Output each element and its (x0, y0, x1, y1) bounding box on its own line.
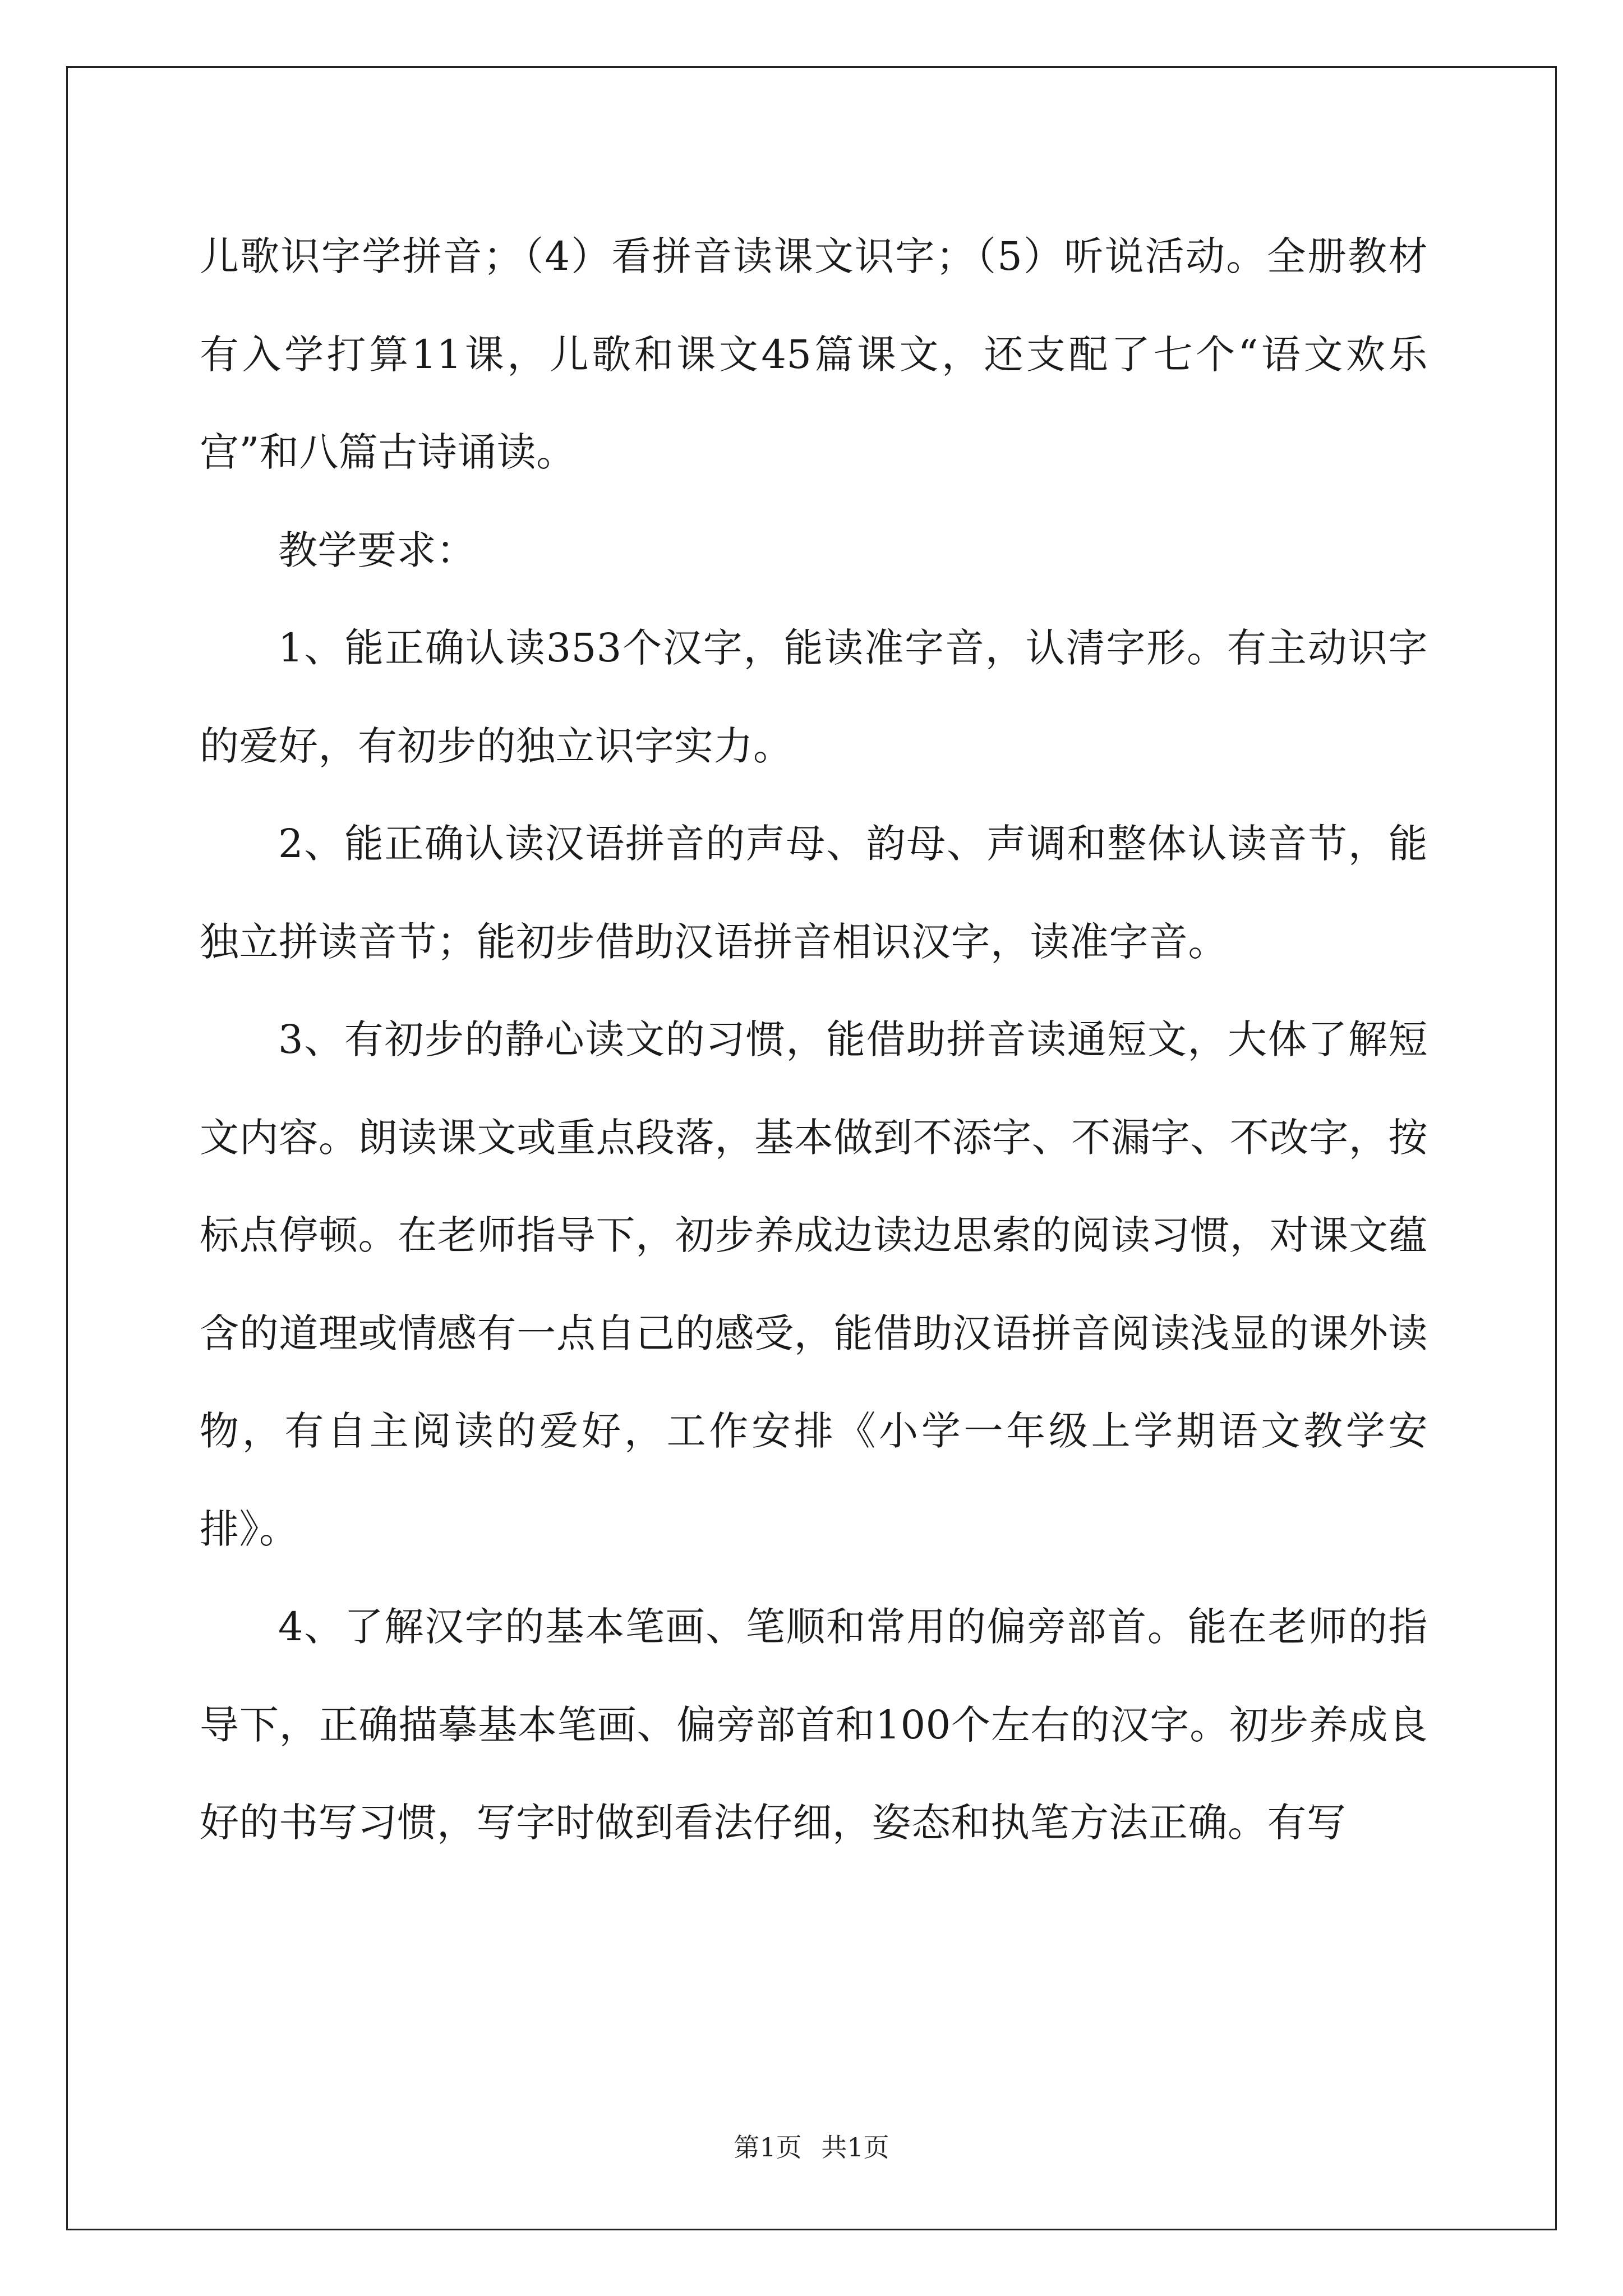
document-body (200, 208, 1428, 1872)
page-footer (0, 2127, 1623, 2164)
paragraph-requirement-3: 3、有初步的静心读文的习惯，能借助拼音读通短文，大体了解短文内容。朗读课文或重点段落，基本做到不添字、不漏字、不改字，按标点停顿。在老师指导下，初步养成边读边思索的阅读习惯，对课文蕴含的道理或情感有一点自己的感受，能借助汉语拼音阅读浅显的课外读物，有自主阅读的爱好，工作安排《小学一年级上学期语文教学安排》。 (200, 1016, 1428, 1552)
page-number-current: 第1页 (734, 2132, 802, 2162)
page-number-total: 共1页 (821, 2132, 889, 2162)
paragraph-teaching-requirements-heading: 教学要求： (278, 527, 476, 573)
paragraph-requirement-2: 2、能正确认读汉语拼音的声母、韵母、声调和整体认读音节，能独立拼读音节；能初步借助汉语拼音相识汉字，读准字音。 (200, 821, 1428, 965)
paragraph-requirement-1: 1、能正确认读353个汉字，能读准字音，认清字形。有主动识字的爱好，有初步的独立识字实力。 (200, 625, 1428, 769)
paragraph-continuation: 儿歌识字学拼音；（4）看拼音读课文识字；（5）听说活动。全册教材有入学打算11课，儿歌和课文45篇课文，还支配了七个“语文欢乐宫”和八篇古诗诵读。 (200, 233, 1428, 475)
paragraph-requirement-4: 4、了解汉字的基本笔画、笔顺和常用的偏旁部首。能在老师的指导下，正确描摹基本笔画、偏旁部首和100个左右的汉字。初步养成良好的书写习惯，写字时做到看法仔细，姿态和执笔方法正确。有写 (200, 1604, 1428, 1846)
